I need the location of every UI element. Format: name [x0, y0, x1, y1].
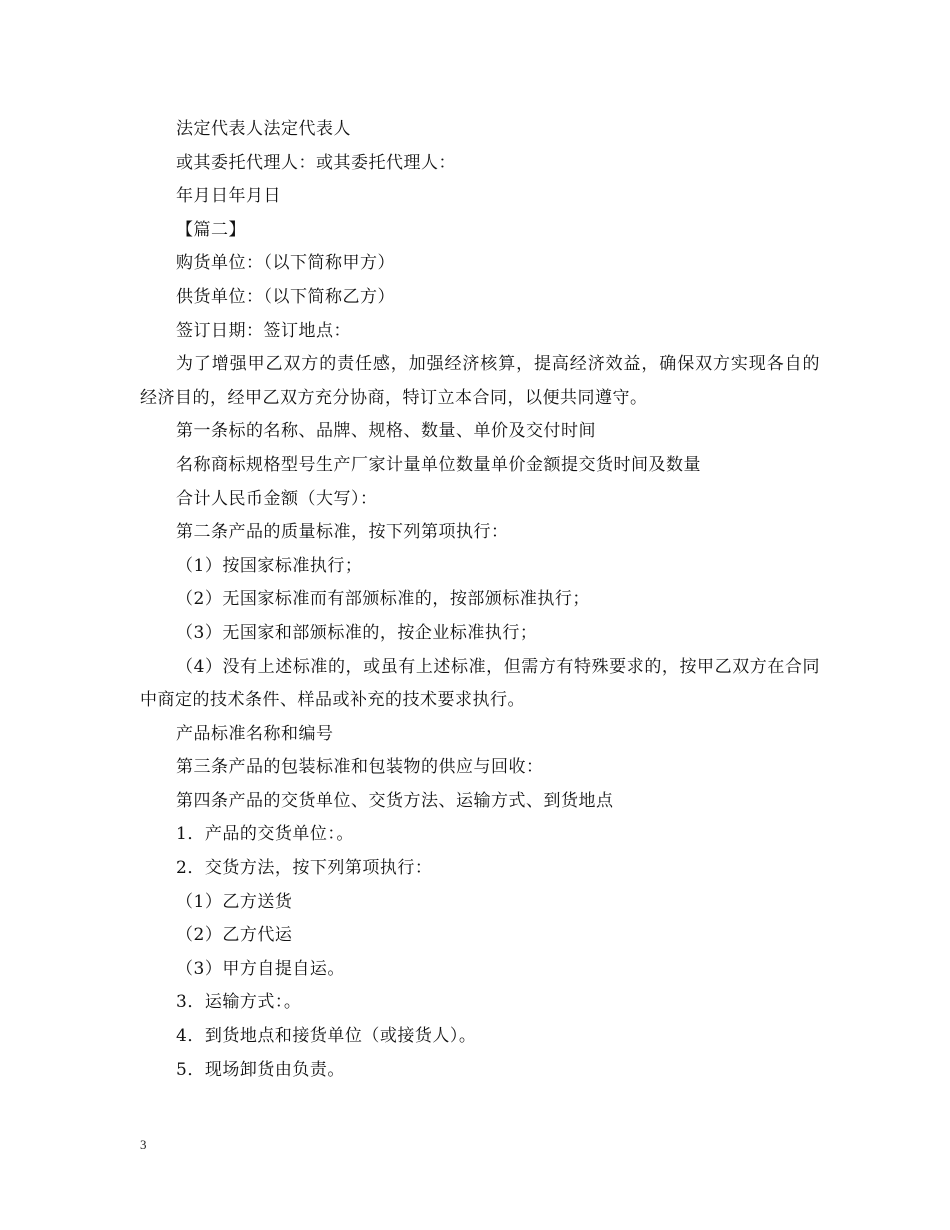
clause-heading: 第三条产品的包装标准和包装物的供应与回收：	[176, 757, 544, 778]
paragraph: 合计人民币金额（大写）：	[176, 488, 378, 509]
clause-heading: 第二条产品的质量标准，按下列第项执行：	[176, 522, 509, 543]
list-item: （4）没有上述标准的，或虽有上述标准，但需方有特殊要求的，按甲乙双方在合同中商定的技术条件、样品或补充的技术要求执行。	[140, 656, 820, 711]
paragraph: 名称商标规格型号生产厂家计量单位数量单价金额提交货时间及数量	[176, 454, 701, 475]
page-number: 3	[140, 1137, 147, 1152]
paragraph: 签订日期：签订地点：	[176, 320, 351, 341]
list-item: 5．现场卸货由负责。	[176, 1059, 345, 1080]
paragraph: 供货单位：（以下简称乙方）	[176, 286, 395, 307]
list-item: （2）无国家标准而有部颁标准的，按部颁标准执行；	[176, 589, 590, 610]
list-item: 4．到货地点和接货单位（或接货人）。	[176, 1026, 477, 1047]
list-item: （1）按国家标准执行；	[176, 555, 363, 576]
clause-heading: 第一条标的名称、品牌、规格、数量、单价及交付时间	[176, 421, 596, 442]
list-item: 1．产品的交货单位：。	[176, 824, 354, 845]
list-item: 2．交货方法，按下列第项执行：	[176, 858, 433, 879]
document-body	[140, 113, 820, 1087]
list-item: （2）乙方代运	[176, 925, 293, 946]
clause-heading: 第四条产品的交货单位、交货方法、运输方式、到货地点	[176, 790, 614, 811]
list-item: （1）乙方送货	[176, 891, 293, 912]
paragraph: 或其委托代理人：或其委托代理人：	[176, 152, 456, 173]
paragraph: 产品标准名称和编号	[176, 723, 334, 744]
list-item: （3）甲方自提自运。	[176, 958, 345, 979]
paragraph: 为了增强甲乙双方的责任感，加强经济核算，提高经济效益，确保双方实现各自的经济目的，经甲乙双方充分协商，特订立本合同，以便共同遵守。	[140, 354, 820, 408]
list-item: （3）无国家和部颁标准的，按企业标准执行；	[176, 622, 538, 643]
section-heading: 【篇二】	[176, 219, 246, 240]
paragraph: 法定代表人法定代表人	[176, 119, 351, 139]
paragraph: 购货单位：（以下简称甲方）	[176, 253, 395, 274]
list-item: 3．运输方式：。	[176, 992, 302, 1013]
paragraph: 年月日年月日	[176, 186, 281, 207]
